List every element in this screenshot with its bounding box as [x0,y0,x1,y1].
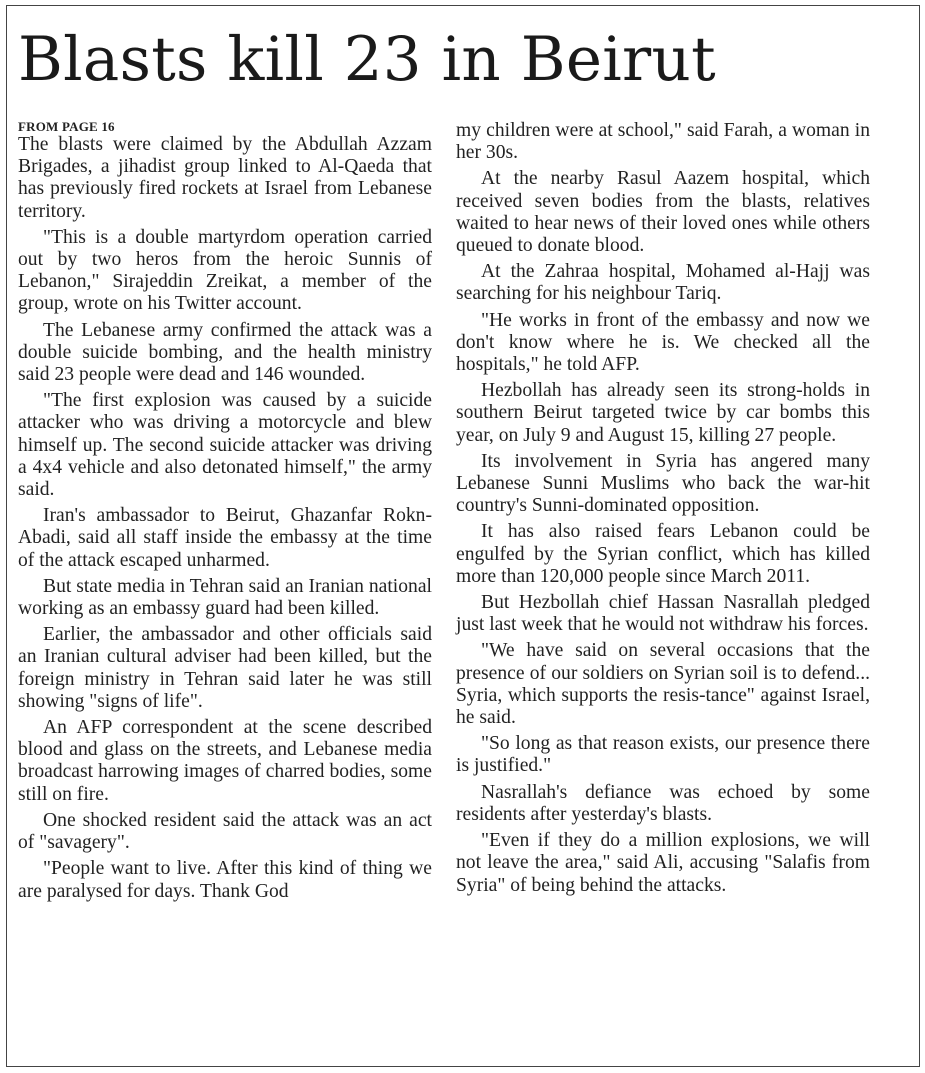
paragraph: But state media in Tehran said an Iranian national working as an embassy guard had been killed. [18,575,432,620]
paragraph: The blasts were claimed by the Abdullah Azzam Brigades, a jihadist group linked to Al-Qaeda that has previously fired rockets at Israel from Lebanese territory. [18,134,432,222]
paragraph: Hezbollah has already seen its strong-holds in southern Beirut targeted twice by car bombs this year, on July 9 and August 15, killing 27 people. [456,380,870,446]
paragraph: One shocked resident said the attack was an act of "savagery". [18,809,432,854]
paragraph: It has also raised fears Lebanon could be engulfed by the Syrian conflict, which has killed more than 120,000 people since March 2011. [456,521,870,587]
paragraph: The Lebanese army confirmed the attack was a double suicide bombing, and the health ministry said 23 people were dead and 146 wounded. [18,319,432,386]
paragraph: "People want to live. After this kind of thing we are paralysed for days. Thank God [18,858,432,902]
paragraph: Iran's ambassador to Beirut, Ghazanfar Rokn-Abadi, said all staff inside the embassy at the time of the attack escaped unharmed. [18,505,432,571]
headline: Blasts kill 23 in Beirut [18,24,716,95]
frame-bottom-rule [6,1066,920,1067]
paragraph: Earlier, the ambassador and other officials said an Iranian cultural adviser had been killed, but the foreign ministry in Tehran said later he was still showing "signs of life". [18,624,432,712]
paragraph: But Hezbollah chief Hassan Nasrallah pledged just last week that he would not withdraw his forces. [456,592,870,636]
paragraph: "This is a double martyrdom operation carried out by two heros from the heroic Sunnis of Lebanon," Sirajeddin Zreikat, a member of the group, wrote on his Twitter account. [18,226,432,315]
paragraph: An AFP correspondent at the scene described blood and glass on the streets, and Lebanese media broadcast harrowing images of charred bodies, some still on fire. [18,717,432,805]
frame-right-rule [919,5,920,1066]
paragraph: At the nearby Rasul Aazem hospital, which received seven bodies from the blasts, relatives waited to hear news of their loved ones while others queued to donate blood. [456,168,870,257]
continued-from-kicker: FROM PAGE 16 [18,119,115,134]
paragraph: my children were at school," said Farah, a woman in her 30s. [456,120,870,164]
article-column-right [456,120,870,901]
paragraph: "We have said on several occasions that the presence of our soldiers on Syrian soil is to defend... Syria, which supports the resis-tance" against Israel, he said. [456,640,870,729]
frame-top-rule [6,5,920,6]
paragraph: "The first explosion was caused by a suicide attacker who was driving a motorcycle and blew himself up. The second suicide attacker was driving a 4x4 vehicle and also detonated himself," the army said. [18,390,432,501]
paragraph: "Even if they do a million explosions, we will not leave the area," said Ali, accusing "Salafis from Syria" of being behind the attacks. [456,830,870,896]
paragraph: At the Zahraa hospital, Mohamed al-Hajj was searching for his neighbour Tariq. [456,261,870,305]
paragraph: Its involvement in Syria has angered many Lebanese Sunni Muslims who back the war-hit country's Sunni-dominated opposition. [456,450,870,517]
paragraph: "So long as that reason exists, our presence there is justified." [456,733,870,777]
paragraph: "He works in front of the embassy and now we don't know where he is. We checked all the hospitals," he told AFP. [456,309,870,376]
paragraph: Nasrallah's defiance was echoed by some residents after yesterday's blasts. [456,781,870,825]
article-column-left [18,120,432,907]
frame-left-rule [6,5,7,1066]
